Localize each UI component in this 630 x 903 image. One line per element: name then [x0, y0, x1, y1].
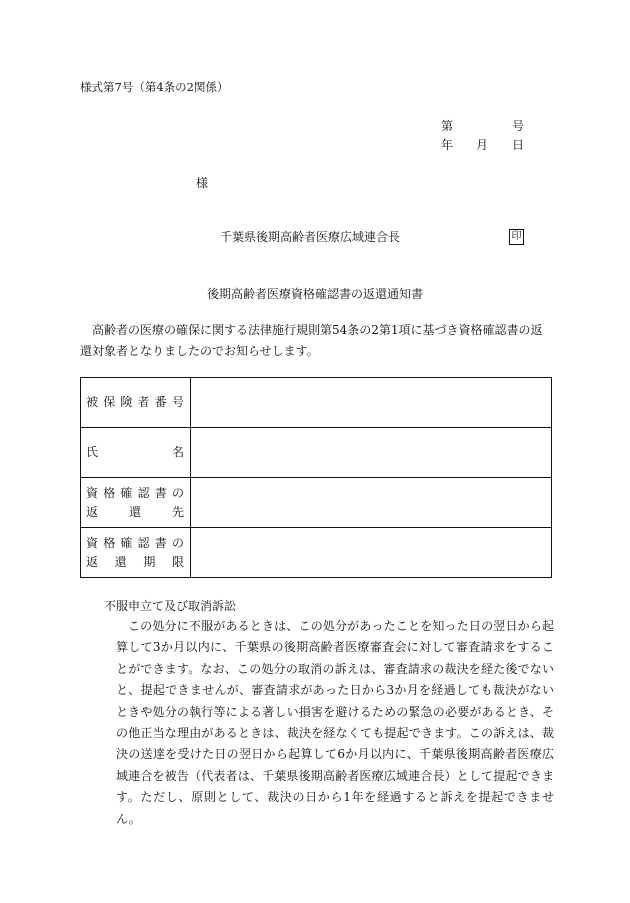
label-insured-number: 被 保 険 者 番 号 [81, 378, 191, 428]
table-row [81, 428, 552, 478]
value-name[interactable] [191, 428, 552, 478]
date-year: 年 [441, 138, 454, 152]
appeal-heading: 不服申立て及び取消訴訟 [104, 599, 237, 613]
table-row [81, 478, 552, 528]
appeal-body: この処分に不服があるときは、この処分があったことを知った日の翌日から起算して3か月以内に、千葉県の後期高齢者医療審査会に対して審査請求をすることができます。なお、この処分の取消の訴えは、審査請求の裁決を経た後でないと、提起できませんが、審査請求があった日から3か月を経過しても裁決がないときや処分の執行等による著しい損害を避けるための緊急の必要があるとき、その他正当な理由があるときは、裁決を経なくても提起できます。この訴えは、裁決の送達を受けた日の翌日から起算して6か月以内に、千葉県後期高齢者医療広域連合を被告（代表者は、千葉県後期高齢者医療広域連合長）として提起できます。ただし、原則として、裁決の日から1年を経過すると訴えを提起できません。 [116, 619, 554, 826]
number-suffix: 号 [512, 119, 525, 133]
issuer-name: 千葉県後期高齢者医療広域連合長 [220, 230, 401, 244]
label-return-destination: 資 格 確 認 書 の 返 還 先 [81, 478, 191, 528]
value-insured-number[interactable] [191, 378, 552, 428]
date-month: 月 [476, 138, 489, 152]
value-return-deadline[interactable] [191, 528, 552, 578]
document-title: 後期高齢者医療資格確認書の返還通知書 [206, 287, 423, 301]
label-return-deadline: 資 格 確 認 書 の 返 還 期 限 [81, 528, 191, 578]
table-row [81, 378, 552, 428]
intro-text: 高齢者の医療の確保に関する法律施行規則第54条の2第1項に基づき資格確認書の返還対象者となりましたのでお知らせします。 [80, 323, 543, 358]
form-number: 様式第7号（第4条の2関係） [80, 80, 229, 94]
date-day: 日 [512, 138, 525, 152]
addressee-suffix: 様 [196, 176, 209, 190]
seal-mark: 印 [509, 229, 524, 245]
number-prefix: 第 [441, 119, 454, 133]
table-row [81, 528, 552, 578]
label-name: 氏 名 [81, 428, 191, 478]
value-return-destination[interactable] [191, 478, 552, 528]
info-table [80, 377, 552, 578]
